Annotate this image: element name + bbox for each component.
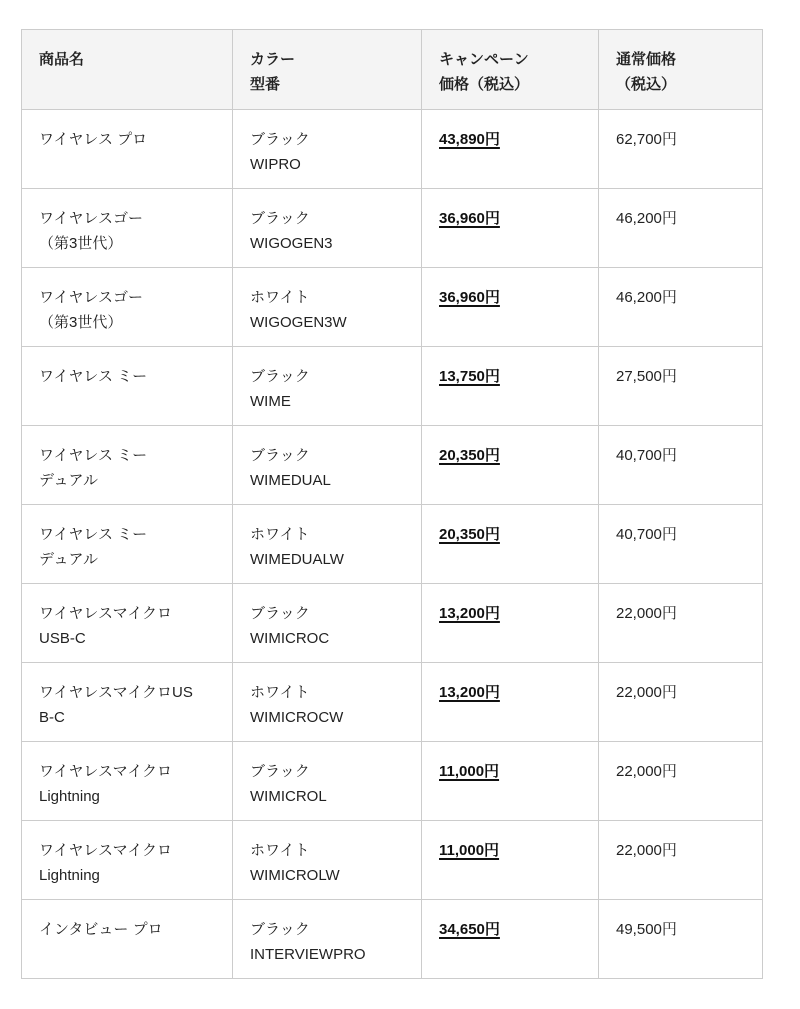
- header-campaign-label-line1: キャンペーン: [439, 51, 529, 68]
- table-row: [22, 821, 763, 900]
- cell-line: ブラック: [250, 210, 310, 227]
- cell-line: ワイヤレスゴー: [39, 210, 143, 227]
- cell-line: ワイヤレス ミー: [39, 526, 148, 543]
- regular-price-cell: [599, 821, 763, 900]
- cell-line: WIMICROC: [250, 630, 330, 647]
- cell-line: ワイヤレスマイクロ: [39, 842, 173, 859]
- cell-line: ワイヤレス ミー: [39, 368, 148, 385]
- regular-price-value: 22,000円: [616, 842, 677, 859]
- color-model-cell: [233, 821, 422, 900]
- header-model-label: 型番: [250, 76, 281, 93]
- cell-line: WIMICROL: [250, 788, 327, 805]
- regular-price-cell: [599, 742, 763, 821]
- cell-line: デュアル: [39, 551, 98, 568]
- table-row: [22, 742, 763, 821]
- regular-price-value: 22,000円: [616, 605, 677, 622]
- regular-price-value: 49,500円: [616, 921, 677, 938]
- table-row: [22, 110, 763, 189]
- table-header: [22, 30, 763, 110]
- header-campaign-price: [422, 30, 599, 110]
- header-product: [22, 30, 233, 110]
- regular-price-cell: [599, 110, 763, 189]
- regular-price-value: 27,500円: [616, 368, 677, 385]
- price-table: [21, 29, 763, 979]
- cell-line: インタビュー プロ: [39, 921, 163, 938]
- regular-price-value: 46,200円: [616, 289, 677, 306]
- cell-line: ワイヤレスマイクロUS: [39, 684, 193, 701]
- cell-line: WIMICROCW: [250, 709, 344, 726]
- color-model-cell: [233, 584, 422, 663]
- campaign-price-value: 13,200円: [439, 684, 500, 701]
- header-regular-price: [599, 30, 763, 110]
- cell-line: ワイヤレスマイクロ: [39, 605, 173, 622]
- campaign-price-cell: [422, 663, 599, 742]
- cell-line: ブラック: [250, 368, 310, 385]
- campaign-price-cell: [422, 505, 599, 584]
- product-cell: [22, 821, 233, 900]
- header-row: [22, 30, 763, 110]
- cell-line: （第3世代）: [39, 314, 123, 331]
- regular-price-cell: [599, 268, 763, 347]
- cell-line: WIGOGEN3W: [250, 314, 347, 331]
- cell-line: INTERVIEWPRO: [250, 946, 366, 963]
- cell-line: ホワイト: [250, 684, 310, 701]
- regular-price-cell: [599, 347, 763, 426]
- cell-line: WIME: [250, 393, 291, 410]
- product-cell: [22, 110, 233, 189]
- cell-line: WIMEDUAL: [250, 472, 331, 489]
- table-row: [22, 268, 763, 347]
- cell-line: B-C: [39, 709, 65, 726]
- regular-price-value: 22,000円: [616, 763, 677, 780]
- color-model-cell: [233, 347, 422, 426]
- campaign-price-value: 36,960円: [439, 289, 500, 306]
- cell-line: ブラック: [250, 763, 310, 780]
- color-model-cell: [233, 663, 422, 742]
- cell-line: ワイヤレス プロ: [39, 131, 148, 148]
- cell-line: ワイヤレス ミー: [39, 447, 148, 464]
- campaign-price-value: 20,350円: [439, 526, 500, 543]
- header-color-model: [233, 30, 422, 110]
- header-product-label: 商品名: [39, 51, 85, 68]
- header-regular-label-line1: 通常価格: [616, 51, 677, 68]
- campaign-price-value: 36,960円: [439, 210, 500, 227]
- table-body: [22, 110, 763, 979]
- table-row: [22, 663, 763, 742]
- campaign-price-cell: [422, 900, 599, 979]
- regular-price-value: 40,700円: [616, 447, 677, 464]
- product-cell: [22, 584, 233, 663]
- product-cell: [22, 347, 233, 426]
- cell-line: ホワイト: [250, 842, 310, 859]
- color-model-cell: [233, 189, 422, 268]
- product-cell: [22, 900, 233, 979]
- price-table-container: [21, 29, 763, 979]
- table-row: [22, 900, 763, 979]
- cell-line: WIMICROLW: [250, 867, 340, 884]
- table-row: [22, 426, 763, 505]
- cell-line: WIMEDUALW: [250, 551, 344, 568]
- color-model-cell: [233, 505, 422, 584]
- color-model-cell: [233, 900, 422, 979]
- campaign-price-cell: [422, 110, 599, 189]
- header-color-label: カラー: [250, 51, 296, 68]
- cell-line: ブラック: [250, 921, 310, 938]
- table-row: [22, 505, 763, 584]
- campaign-price-value: 13,750円: [439, 368, 500, 385]
- campaign-price-value: 34,650円: [439, 921, 500, 938]
- color-model-cell: [233, 110, 422, 189]
- cell-line: WIPRO: [250, 156, 301, 173]
- regular-price-value: 62,700円: [616, 131, 677, 148]
- campaign-price-cell: [422, 584, 599, 663]
- campaign-price-value: 20,350円: [439, 447, 500, 464]
- cell-line: ワイヤレスマイクロ: [39, 763, 173, 780]
- product-cell: [22, 268, 233, 347]
- cell-line: ワイヤレスゴー: [39, 289, 143, 306]
- campaign-price-value: 13,200円: [439, 605, 500, 622]
- campaign-price-cell: [422, 821, 599, 900]
- regular-price-cell: [599, 663, 763, 742]
- header-campaign-label-line2: 価格（税込）: [439, 76, 530, 93]
- product-cell: [22, 426, 233, 505]
- regular-price-cell: [599, 900, 763, 979]
- campaign-price-value: 11,000円: [439, 763, 500, 780]
- campaign-price-cell: [422, 426, 599, 505]
- product-cell: [22, 189, 233, 268]
- color-model-cell: [233, 742, 422, 821]
- cell-line: ブラック: [250, 131, 310, 148]
- campaign-price-cell: [422, 347, 599, 426]
- cell-line: （第3世代）: [39, 235, 123, 252]
- cell-line: デュアル: [39, 472, 98, 489]
- regular-price-cell: [599, 426, 763, 505]
- table-row: [22, 584, 763, 663]
- cell-line: ホワイト: [250, 526, 310, 543]
- regular-price-cell: [599, 584, 763, 663]
- cell-line: Lightning: [39, 788, 100, 805]
- product-cell: [22, 505, 233, 584]
- table-row: [22, 189, 763, 268]
- product-cell: [22, 663, 233, 742]
- cell-line: ブラック: [250, 605, 310, 622]
- cell-line: ホワイト: [250, 289, 310, 306]
- campaign-price-cell: [422, 189, 599, 268]
- regular-price-cell: [599, 505, 763, 584]
- cell-line: WIGOGEN3: [250, 235, 333, 252]
- campaign-price-cell: [422, 268, 599, 347]
- cell-line: USB-C: [39, 630, 86, 647]
- color-model-cell: [233, 426, 422, 505]
- table-row: [22, 347, 763, 426]
- campaign-price-value: 43,890円: [439, 131, 500, 148]
- regular-price-value: 40,700円: [616, 526, 677, 543]
- campaign-price-value: 11,000円: [439, 842, 500, 859]
- regular-price-cell: [599, 189, 763, 268]
- header-regular-label-line2: （税込）: [616, 76, 677, 93]
- regular-price-value: 22,000円: [616, 684, 677, 701]
- product-cell: [22, 742, 233, 821]
- cell-line: Lightning: [39, 867, 100, 884]
- campaign-price-cell: [422, 742, 599, 821]
- regular-price-value: 46,200円: [616, 210, 677, 227]
- color-model-cell: [233, 268, 422, 347]
- cell-line: ブラック: [250, 447, 310, 464]
